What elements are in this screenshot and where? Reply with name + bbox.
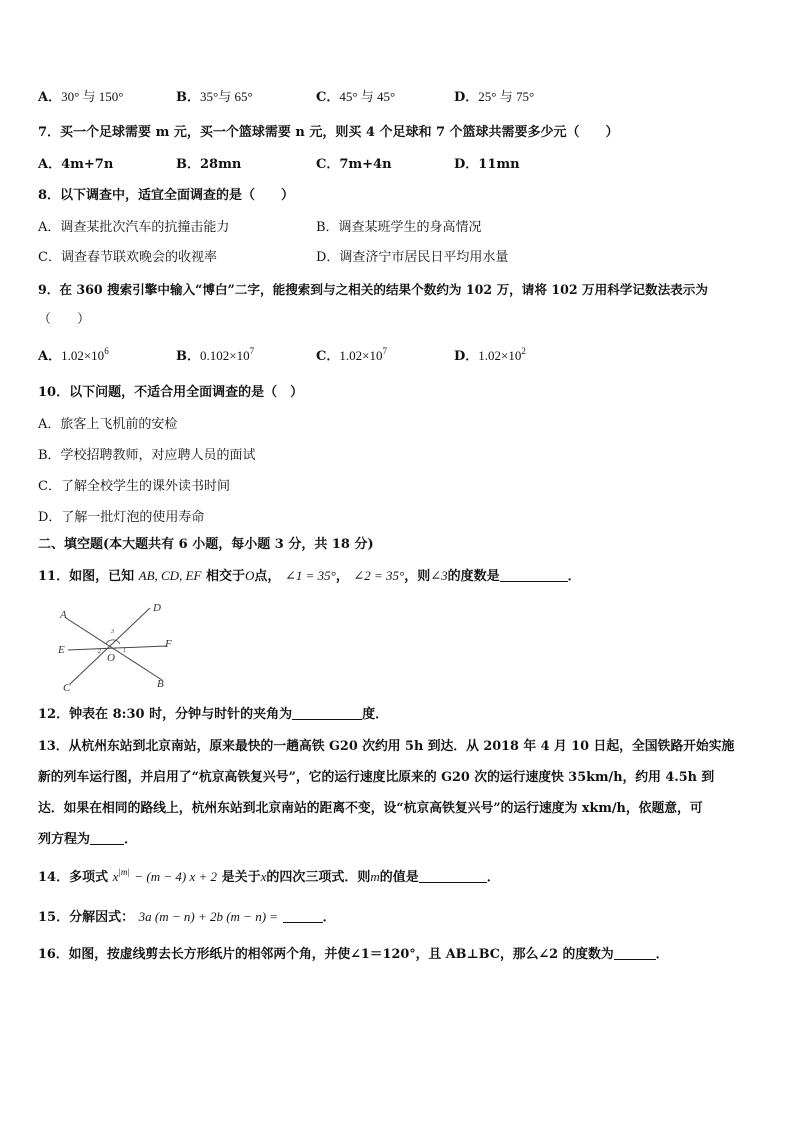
q16-answer-blank: [614, 947, 656, 960]
q9-option-d-base: 1.02×10: [478, 348, 522, 363]
q6-option-c: [316, 89, 395, 106]
q14-answer-blank: [419, 870, 487, 883]
q8-option-c: C．调查春节联欢晚会的收视率: [38, 250, 217, 265]
q8-stem: 8．以下调查中，适宜全面调查的是（ ）: [38, 188, 295, 203]
q14-expr: − (m − 4) x + 2: [134, 869, 218, 884]
q7-stem: 7．买一个足球需要 m 元，买一个篮球需要 n 元，则买 4 个足球和 7 个篮球共需要多少元（ ）: [38, 125, 619, 140]
q14-stem: [38, 869, 500, 886]
q14-pre: 14．多项式: [38, 870, 109, 885]
q9-option-b-letter: B．: [176, 349, 200, 364]
q15-answer-blank: [283, 910, 323, 923]
q11-figure: [54, 600, 184, 695]
label-o: O: [107, 652, 115, 664]
q14-end: ．: [486, 870, 500, 885]
q14-m: m: [370, 869, 380, 884]
q11-angle2: ∠2 = 35°: [353, 568, 405, 583]
q13-answer-blank: [90, 832, 124, 845]
q11-angle3: ∠3: [430, 568, 448, 583]
q13-line-4-end: ．: [124, 832, 138, 847]
q6-option-b: [176, 89, 253, 106]
q9-option-a: [38, 348, 109, 365]
q6-option-d-value: 25° 与 75°: [478, 89, 535, 104]
q9-option-a-exp: 6: [104, 346, 109, 356]
q13-line-3: 达．如果在相同的路线上，杭州东站到北京南站的距离不变，设“杭京高铁复兴号”的运行速度为 xkm/h，依题意，可: [38, 801, 703, 816]
label-angle-2: 2: [98, 649, 101, 655]
q11-post: 的度数是: [447, 569, 500, 584]
q8-option-d: D．调查济宁市居民日平均用水量: [316, 250, 509, 265]
q12-post: 度．: [362, 707, 389, 722]
q14-x: x: [112, 869, 119, 884]
q9-option-c-exp: 7: [382, 346, 387, 356]
q14-mid2: 的四次三项式．则: [266, 870, 371, 885]
q9-option-b-base: 0.102×10: [200, 348, 250, 363]
q9-option-c: [316, 348, 387, 365]
q11-stem: [38, 568, 581, 585]
q6-option-d-letter: D．: [454, 90, 479, 105]
q6-option-c-value: 45° 与 45°: [339, 89, 396, 104]
q11-mid2: 点，: [254, 569, 281, 584]
q11-mid3: ，则: [404, 569, 431, 584]
q10-option-d: D．了解一批灯泡的使用寿命: [38, 510, 205, 525]
q7-option-d: D．11mn: [454, 157, 520, 172]
label-b: B: [157, 678, 164, 690]
label-d: D: [153, 602, 161, 614]
q6-option-d: [454, 89, 534, 106]
q12-pre: 12．钟表在 8:30 时，分钟与时针的夹角为: [38, 707, 293, 722]
q9-option-d-exp: 2: [521, 346, 526, 356]
q11-answer-blank: [500, 569, 568, 582]
q13-line-4-text: 列方程为: [38, 832, 91, 847]
q9-option-a-letter: A．: [38, 349, 62, 364]
q9-option-d: [454, 348, 526, 365]
q14-exp: |m|: [118, 867, 130, 877]
q9-option-b: [176, 348, 254, 365]
q11-mid: 相交于: [205, 569, 245, 584]
q6-option-a: [38, 89, 124, 106]
q6-option-b-letter: B．: [176, 90, 200, 105]
q11-pre: 11．如图，已知: [38, 569, 135, 584]
label-a: A: [60, 609, 67, 621]
q13-line-1: 13．从杭州东站到北京南站，原来最快的一趟高铁 G20 次约用 5h 到达．从 2018 年 4 月 10 日起，全国铁路开始实施: [38, 739, 735, 754]
q14-var: x: [260, 869, 267, 884]
q11-point: O: [245, 568, 255, 583]
q7-option-a: A．4m+7n: [38, 157, 114, 172]
q16-text: 16．如图，按虚线剪去长方形纸片的相邻两个角，并使∠1＝120°，且 AB⊥BC，那么∠2 的度数为: [38, 947, 614, 962]
q8-option-b: B．调查某班学生的身高情况: [316, 220, 482, 235]
q12-stem: [38, 707, 388, 723]
q11-sep: ，: [335, 569, 349, 584]
q9-option-c-base: 1.02×10: [339, 348, 383, 363]
q11-angle1: ∠1 = 35°: [284, 568, 336, 583]
q13-line-4: [38, 832, 137, 848]
label-f: F: [165, 638, 172, 650]
q10-stem: 10．以下问题，不适合用全面调查的是（ ）: [38, 385, 304, 400]
line-ef: [68, 646, 166, 650]
q6-option-b-value: 35°与 65°: [200, 89, 253, 104]
q16-stem: [38, 947, 668, 963]
q6-option-a-value: 30° 与 150°: [61, 89, 124, 104]
q9-option-d-letter: D．: [454, 349, 479, 364]
line-cd: [70, 608, 150, 684]
q9-option-c-letter: C．: [316, 349, 340, 364]
q9-stem: 9．在 360 搜索引擎中输入“博白”二字，能搜索到与之相关的结果个数约为 102 万，请将 102 万用科学记数法表示为: [38, 282, 708, 297]
q8-option-a: A．调查某批次汽车的抗撞击能力: [38, 220, 230, 235]
q10-option-c: C．了解全校学生的课外读书时间: [38, 479, 230, 494]
label-angle-1: 1: [123, 648, 126, 654]
q15-end: ．: [322, 910, 336, 925]
q9-paren: （ ）: [38, 312, 91, 327]
q15-expr: 3a (m − n) + 2b (m − n) =: [138, 909, 279, 924]
q16-end: ．: [655, 947, 669, 962]
q14-post: 的值是: [379, 870, 419, 885]
q6-option-c-letter: C．: [316, 90, 340, 105]
q11-lines: AB, CD, EF: [138, 568, 202, 583]
q15-pre: 15．分解因式：: [38, 910, 135, 925]
q14-mid: 是关于: [221, 870, 261, 885]
q10-option-b: B．学校招聘教师，对应聘人员的面试: [38, 448, 256, 463]
q9-option-a-base: 1.02×10: [61, 348, 105, 363]
q9-option-b-exp: 7: [249, 346, 255, 356]
q7-option-c: C．7m+4n: [316, 157, 392, 172]
q15-stem: [38, 909, 336, 926]
label-c: C: [63, 682, 71, 694]
q11-end: ．: [567, 569, 581, 584]
q10-option-a: A．旅客上飞机前的安检: [38, 417, 178, 432]
section-heading: 二、填空题(本大题共有 6 小题，每小题 3 分，共 18 分): [38, 537, 374, 552]
q12-answer-blank: [292, 707, 362, 720]
label-e: E: [58, 644, 65, 656]
q13-line-2: 新的列车运行图，并启用了“杭京高铁复兴号”，它的运行速度比原来的 G20 次的运行速度快 35km/h，约用 4.5h 到: [38, 770, 715, 785]
label-angle-3: 3: [111, 629, 114, 635]
q7-option-b: B．28mn: [176, 157, 242, 172]
q6-option-a-letter: A．: [38, 90, 62, 105]
